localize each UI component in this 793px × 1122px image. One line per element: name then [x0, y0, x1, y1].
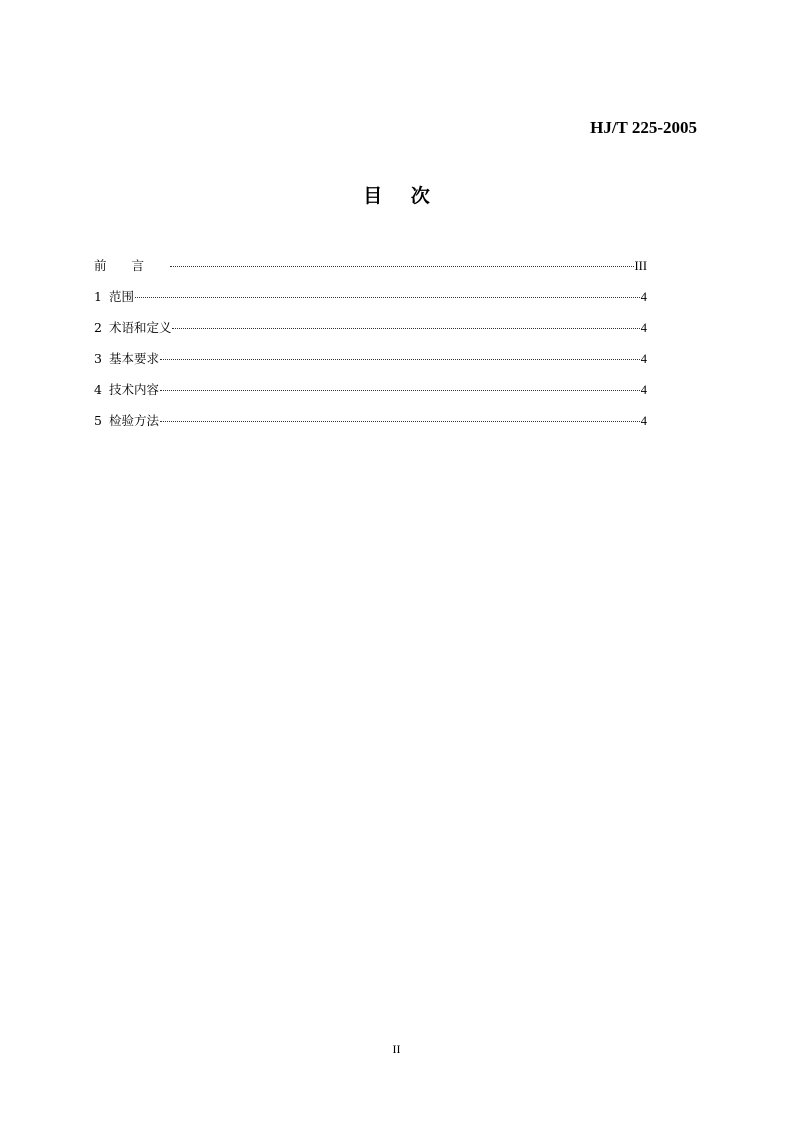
toc-dot-leader: [160, 358, 640, 360]
toc-entry-test-methods[interactable]: [94, 412, 647, 443]
toc-entry-technical-content[interactable]: [94, 381, 647, 412]
toc-dot-leader: [172, 327, 639, 329]
toc-entry-preface[interactable]: [94, 257, 647, 288]
toc-entry-scope[interactable]: [94, 288, 647, 319]
toc-entry-page: 4: [640, 383, 647, 397]
toc-entry-page: 4: [640, 414, 647, 428]
toc-entry-page: III: [634, 259, 647, 273]
toc-entry-number: 2: [94, 320, 102, 335]
standard-code: HJ/T 225-2005: [590, 118, 697, 137]
toc-entry-number: 1: [94, 289, 102, 304]
page-number: II: [392, 1042, 401, 1056]
toc-entry-page: 4: [640, 290, 647, 304]
toc-dot-leader: [160, 420, 640, 422]
toc-entry-title: 基本要求: [108, 351, 159, 366]
toc-entry-number: 4: [94, 382, 102, 397]
toc-entry-basic-requirements[interactable]: [94, 350, 647, 381]
toc-entry-number: 5: [94, 413, 102, 428]
toc-entry-title: 范围: [108, 289, 134, 304]
table-of-contents: [94, 257, 647, 443]
toc-dot-leader: [170, 265, 633, 267]
toc-entry-terms[interactable]: [94, 319, 647, 350]
toc-entry-page: 4: [640, 352, 647, 366]
toc-entry-title: 检验方法: [108, 413, 159, 428]
toc-dot-leader: [160, 389, 640, 391]
toc-title: 目次: [363, 185, 459, 207]
toc-entry-title: 前言: [94, 258, 170, 273]
toc-entry-title: 技术内容: [108, 382, 159, 397]
toc-entry-title: 术语和定义: [108, 320, 172, 335]
toc-dot-leader: [135, 296, 640, 298]
toc-entry-number: 3: [94, 351, 102, 366]
toc-entry-page: 4: [640, 321, 647, 335]
